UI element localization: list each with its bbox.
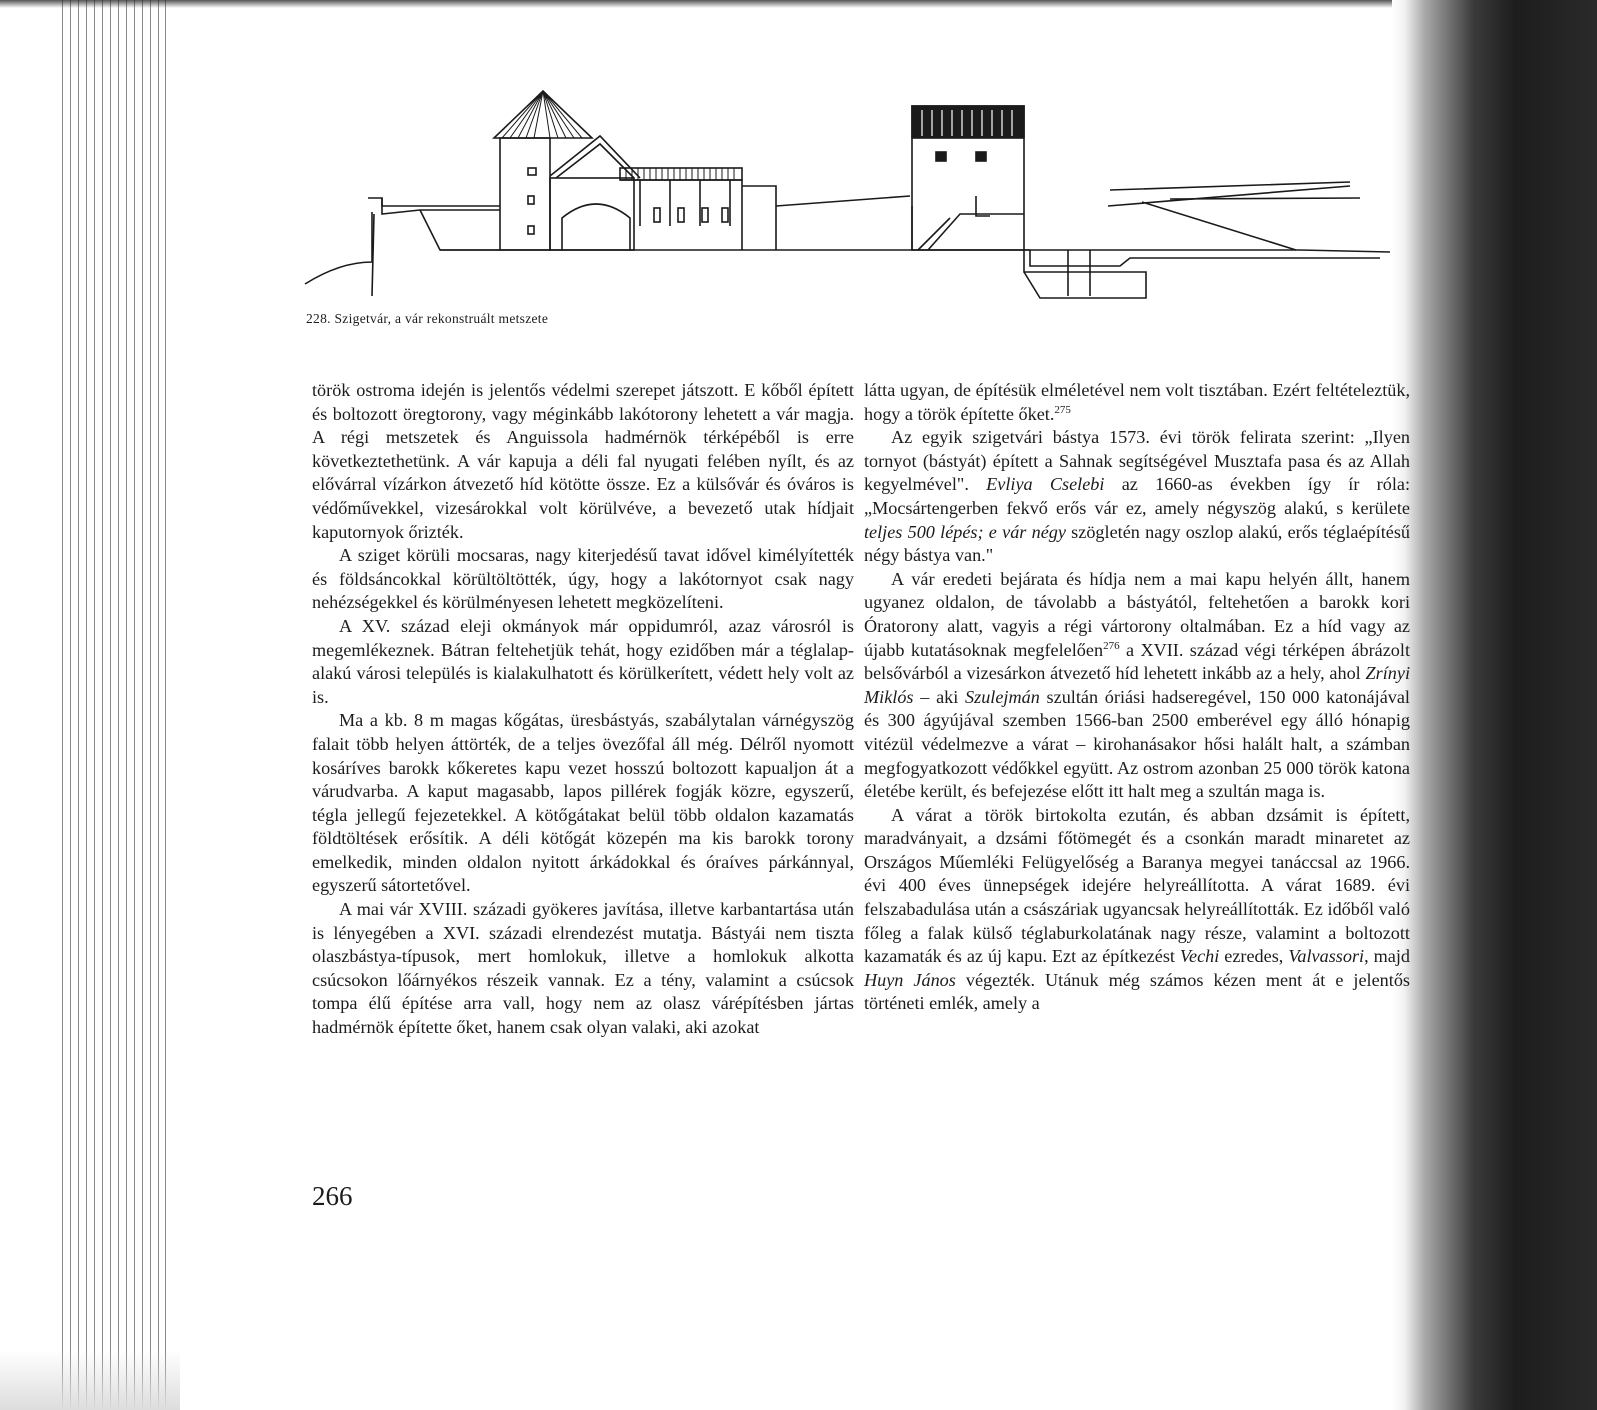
paragraph: Az egyik szigetvári bástya 1573. évi török felirata szerint: „Ilyen tornyot (bástyát) épített a Sahnak segítségével Musztafa pasa és az Allah kegyelmével". Evliya Cselebi az 1660-as években így ír róla: „Mocsártengerben fekvő erős vár ez, amely négyszög alakú, s kerülete teljes 500 lépés; e vár négy szögletén nagy oszlop alakú, erős téglaépítésű négy bástya van.": [864, 427, 1411, 566]
paragraph: török ostroma idején is jelentős védelmi szerepet játszott. E kőből épített és boltozott öregtorony, vagy méginkább lakótorony lehetett a vár magja. A régi metszetek és Anguissola hadmérnök térképéből is erre következtethetünk. A vár kapuja a déli fal nyugati felében nyílt, és az elővárral vízárkon átvezető híd kötötte össze. Ez a külsővár és óváros is védőművekkel, vizesárokkal volt körülvéve, a bevezető utak hídjait kaputornyok őrizték.: [312, 380, 854, 542]
footnote-ref: 276: [1103, 639, 1120, 652]
figure-caption: 228. Szigetvár, a vár rekonstruált metszete: [306, 311, 549, 326]
paragraph: A várat a török birtokolta ezután, és abban dzsámit is épített, maradványait, a dzsámi főtömegét és a csonkán maradt minaretet az Országos Műemléki Felügyelőség a Baranya megyei tanáccsal az 1966. évi 400 éves ünnepségek idejére helyreállította. A várat 1689. évi felszabadulása után a császáriak ugyancsak helyreállították. Ez időből való főleg a falak külső téglaburkolatának nagy része, valamint a boltozott kazamaták és az új kapu. Ezt az építkezést Vechi ezredes, Valvassori, majd Huyn János végezték. Utánuk még számos kézen ment át e jelentős történeti emlék, amely a: [864, 804, 1411, 1014]
castle-section-drawing: [300, 86, 1400, 306]
page-top-shadow: [0, 0, 1597, 8]
person-name: Evliya Cselebi: [986, 474, 1105, 495]
person-name: Zrínyi Miklós: [864, 663, 1410, 707]
right-text-column: [864, 379, 1410, 1016]
paragraph: A mai vár XVIII. századi gyökeres javítása, illetve karbantartása után is lényegében a XVI. századi elrendezést mutatja. Bástyái nem tiszta olaszbástya-típusok, mert homlokuk, illetve a homlokuk alkotta csúcsokon lőárnyékos részeik vannak. Ez a tény, valamint a csúcsok tompa élű építése arra vall, hogy nem az olasz várépítésben jártas hadmérnök építette őket, hanem csak olyan valaki, aki azokat: [312, 899, 854, 1038]
paragraph: látta ugyan, de építésük elméletével nem volt tisztában. Ezért feltételeztük, hogy a török építette őket.$^{275}$: [864, 380, 1410, 424]
book-page-edges: [0, 0, 180, 1410]
person-name: Valvassori: [1288, 946, 1365, 967]
paragraph: Ma a kb. 8 m magas kőgátas, üresbástyás, szabálytalan várnégyszög falait több helyen áttörték, de a teljes övezőfal áll még. Délről nyomott kosáríves barokk kőkeretes kapu vezet hosszú boltozott kapualjon át a várudvarba. A kaput magasabb, lapos pillérek fogják közre, egyszerű, tégla jellegű fejezetekkel. A kötőgátakat belül több oldalon kazamatás földtöltések erősítik. A déli kötőgát közepén ma kis barokk torony emelkedik, minden oldalon nyitott árkádokkal és óraíves párkánnyal, egyszerű sátortetővel.: [312, 710, 854, 896]
emphasis: teljes 500 lépés; e vár négy: [864, 521, 1066, 542]
person-name: Huyn János: [864, 969, 956, 990]
paragraph: A vár eredeti bejárata és hídja nem a mai kapu helyén állt, hanem ugyanez oldalon, de távolabb a bástyától, feltehetően a barokk kori Óratorony alatt, vagyis a régi vártorony oltalmában. Ez a híd vagy az újabb kutatásoknak megfelelően$^{276}$ a XVII. század végi térképen ábrázolt belsővárból a vizesárkon átvezető híd lehetett inkább az a hely, ahol Zrínyi Miklós – aki Szulejmán szultán óriási hadseregével, 150 000 katonájával és 300 ágyújával szemben 1566-ban 2500 emberével egy álló hónapig vitézül védelmezve a várat – kirohanásakor hősi halált halt, a számban megfogyatkozott védőkkel együtt. Az ostrom azonban 25 000 török katona életébe került, és befejezése előtt itt halt meg a szultán maga is.: [864, 568, 1410, 802]
footnote-ref: 275: [1054, 403, 1071, 416]
paragraph: A sziget körüli mocsaras, nagy kiterjedésű tavat idővel kimélyítették és földsáncokkal körültöltötték, úgy, hogy a lakótornyot csak nagy nehézségekkel és körülményesen lehetett megközelíteni.: [312, 545, 854, 613]
book-gutter-shadow: [1392, 0, 1597, 1410]
person-name: Vechi: [1179, 946, 1220, 967]
left-text-column: [312, 379, 854, 1040]
person-name: Szulejmán: [965, 686, 1040, 707]
paragraph: A XV. század eleji okmányok már oppidumról, azaz városról is megemlékeznek. Bátran feltehetjük tehát, hogy ezidőben már a téglalap-alakú városi település is kialakulhatott és körülkerített, védett hely volt az is.: [312, 615, 854, 707]
page-number: 266: [312, 1181, 353, 1211]
